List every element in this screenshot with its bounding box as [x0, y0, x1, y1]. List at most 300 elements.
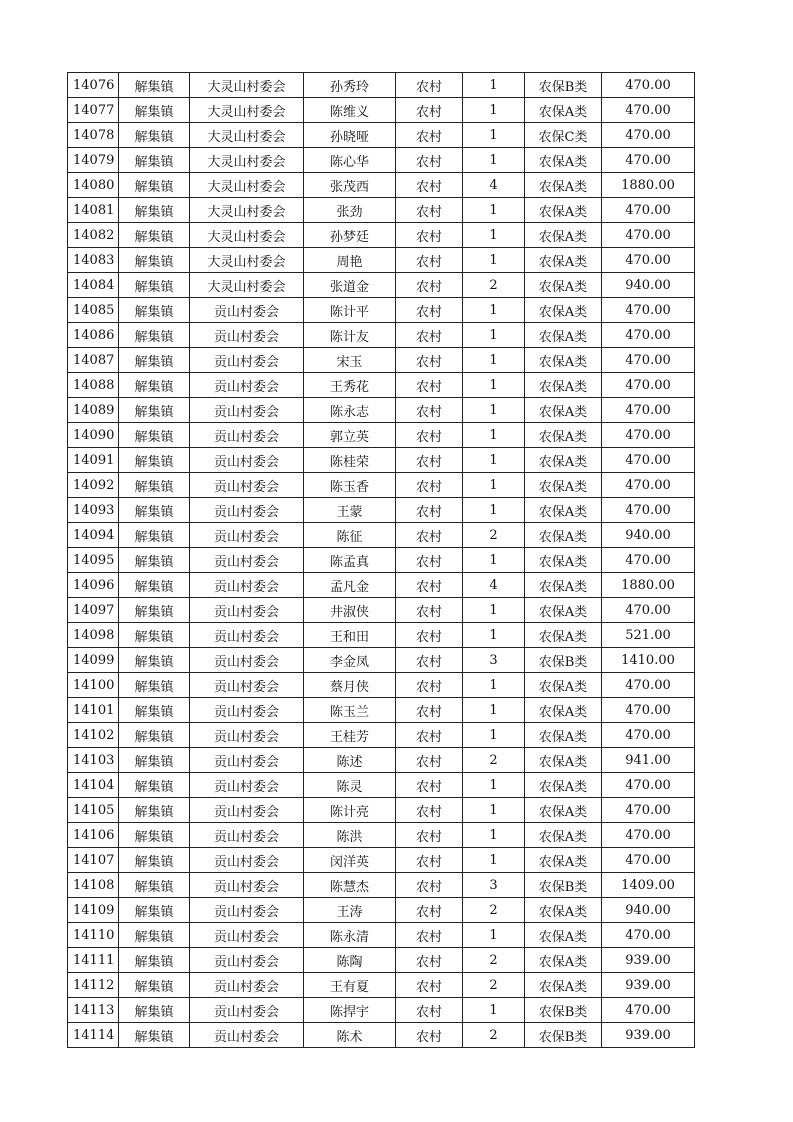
insurance-category-cell: 农保A类	[525, 573, 602, 598]
table-row	[68, 1023, 695, 1048]
town-cell: 解集镇	[119, 148, 190, 173]
village-committee-cell: 贡山村委会	[190, 598, 304, 623]
household-count-cell: 1	[463, 723, 525, 748]
row-id-cell: 14101	[68, 698, 119, 723]
household-type-cell: 农村	[396, 923, 463, 948]
town-cell: 解集镇	[119, 973, 190, 998]
household-type-cell: 农村	[396, 648, 463, 673]
row-id-cell: 14076	[68, 73, 119, 98]
household-type-cell: 农村	[396, 298, 463, 323]
amount-cell: 470.00	[602, 823, 695, 848]
row-id-cell: 14089	[68, 398, 119, 423]
insurance-category-cell: 农保B类	[525, 998, 602, 1023]
insurance-category-cell: 农保A类	[525, 298, 602, 323]
row-id-cell: 14112	[68, 973, 119, 998]
village-committee-cell: 贡山村委会	[190, 973, 304, 998]
household-type-cell: 农村	[396, 873, 463, 898]
village-committee-cell: 贡山村委会	[190, 673, 304, 698]
insurance-category-cell: 农保A类	[525, 723, 602, 748]
amount-cell: 470.00	[602, 248, 695, 273]
amount-cell: 470.00	[602, 773, 695, 798]
amount-cell: 521.00	[602, 623, 695, 648]
household-count-cell: 1	[463, 373, 525, 398]
town-cell: 解集镇	[119, 798, 190, 823]
town-cell: 解集镇	[119, 748, 190, 773]
person-name-cell: 郭立英	[304, 423, 396, 448]
row-id-cell: 14077	[68, 98, 119, 123]
amount-cell: 470.00	[602, 698, 695, 723]
table-row	[68, 323, 695, 348]
town-cell: 解集镇	[119, 698, 190, 723]
household-count-cell: 1	[463, 398, 525, 423]
household-type-cell: 农村	[396, 348, 463, 373]
household-type-cell: 农村	[396, 223, 463, 248]
household-count-cell: 4	[463, 173, 525, 198]
row-id-cell: 14080	[68, 173, 119, 198]
table-row	[68, 548, 695, 573]
household-type-cell: 农村	[396, 398, 463, 423]
household-count-cell: 2	[463, 523, 525, 548]
insurance-category-cell: 农保A类	[525, 823, 602, 848]
village-committee-cell: 贡山村委会	[190, 798, 304, 823]
town-cell: 解集镇	[119, 448, 190, 473]
household-type-cell: 农村	[396, 448, 463, 473]
household-count-cell: 1	[463, 98, 525, 123]
village-committee-cell: 大灵山村委会	[190, 148, 304, 173]
household-count-cell: 1	[463, 298, 525, 323]
table-row	[68, 348, 695, 373]
insurance-category-cell: 农保A类	[525, 898, 602, 923]
amount-cell: 470.00	[602, 148, 695, 173]
insurance-category-cell: 农保A类	[525, 698, 602, 723]
town-cell: 解集镇	[119, 723, 190, 748]
insurance-category-cell: 农保B类	[525, 648, 602, 673]
amount-cell: 470.00	[602, 598, 695, 623]
person-name-cell: 孙晓哑	[304, 123, 396, 148]
amount-cell: 470.00	[602, 848, 695, 873]
person-name-cell: 孙梦廷	[304, 223, 396, 248]
insurance-category-cell: 农保A类	[525, 623, 602, 648]
insurance-category-cell: 农保A类	[525, 973, 602, 998]
household-count-cell: 1	[463, 148, 525, 173]
insurance-category-cell: 农保A类	[525, 198, 602, 223]
person-name-cell: 王桂芳	[304, 723, 396, 748]
insurance-category-cell: 农保A类	[525, 248, 602, 273]
person-name-cell: 陈计亮	[304, 798, 396, 823]
household-type-cell: 农村	[396, 673, 463, 698]
household-type-cell: 农村	[396, 73, 463, 98]
amount-cell: 1410.00	[602, 648, 695, 673]
person-name-cell: 陈术	[304, 1023, 396, 1048]
village-committee-cell: 贡山村委会	[190, 998, 304, 1023]
insurance-category-cell: 农保A类	[525, 373, 602, 398]
insurance-category-cell: 农保A类	[525, 548, 602, 573]
village-committee-cell: 贡山村委会	[190, 823, 304, 848]
household-count-cell: 1	[463, 823, 525, 848]
household-count-cell: 1	[463, 123, 525, 148]
amount-cell: 470.00	[602, 398, 695, 423]
amount-cell: 470.00	[602, 473, 695, 498]
person-name-cell: 陈陶	[304, 948, 396, 973]
row-id-cell: 14113	[68, 998, 119, 1023]
amount-cell: 470.00	[602, 673, 695, 698]
insurance-category-cell: 农保A类	[525, 598, 602, 623]
row-id-cell: 14090	[68, 423, 119, 448]
village-committee-cell: 贡山村委会	[190, 723, 304, 748]
household-count-cell: 2	[463, 898, 525, 923]
table-body	[68, 73, 695, 1048]
village-committee-cell: 贡山村委会	[190, 348, 304, 373]
table-row	[68, 448, 695, 473]
row-id-cell: 14095	[68, 548, 119, 573]
insurance-category-cell: 农保A类	[525, 523, 602, 548]
village-committee-cell: 贡山村委会	[190, 848, 304, 873]
insurance-category-cell: 农保A类	[525, 223, 602, 248]
row-id-cell: 14114	[68, 1023, 119, 1048]
row-id-cell: 14088	[68, 373, 119, 398]
insurance-category-cell: 农保B类	[525, 73, 602, 98]
amount-cell: 939.00	[602, 948, 695, 973]
household-type-cell: 农村	[396, 748, 463, 773]
person-name-cell: 闵洋英	[304, 848, 396, 873]
person-name-cell: 孙秀玲	[304, 73, 396, 98]
insurance-category-cell: 农保A类	[525, 498, 602, 523]
amount-cell: 939.00	[602, 1023, 695, 1048]
household-type-cell: 农村	[396, 523, 463, 548]
household-count-cell: 1	[463, 348, 525, 373]
table-row	[68, 148, 695, 173]
household-count-cell: 2	[463, 1023, 525, 1048]
town-cell: 解集镇	[119, 848, 190, 873]
town-cell: 解集镇	[119, 298, 190, 323]
row-id-cell: 14102	[68, 723, 119, 748]
town-cell: 解集镇	[119, 73, 190, 98]
town-cell: 解集镇	[119, 773, 190, 798]
village-committee-cell: 贡山村委会	[190, 323, 304, 348]
household-type-cell: 农村	[396, 623, 463, 648]
table-row	[68, 498, 695, 523]
row-id-cell: 14091	[68, 448, 119, 473]
household-type-cell: 农村	[396, 373, 463, 398]
household-type-cell: 农村	[396, 723, 463, 748]
insurance-category-cell: 农保A类	[525, 148, 602, 173]
town-cell: 解集镇	[119, 323, 190, 348]
insurance-category-cell: 农保A类	[525, 798, 602, 823]
household-count-cell: 2	[463, 273, 525, 298]
person-name-cell: 陈孟真	[304, 548, 396, 573]
amount-cell: 470.00	[602, 923, 695, 948]
household-count-cell: 1	[463, 223, 525, 248]
town-cell: 解集镇	[119, 473, 190, 498]
table-row	[68, 473, 695, 498]
town-cell: 解集镇	[119, 573, 190, 598]
row-id-cell: 14107	[68, 848, 119, 873]
household-count-cell: 1	[463, 448, 525, 473]
table-row	[68, 848, 695, 873]
table-row	[68, 623, 695, 648]
person-name-cell: 王涛	[304, 898, 396, 923]
insurance-category-cell: 农保A类	[525, 473, 602, 498]
town-cell: 解集镇	[119, 248, 190, 273]
table-row	[68, 773, 695, 798]
insurance-category-cell: 农保A类	[525, 348, 602, 373]
village-committee-cell: 贡山村委会	[190, 373, 304, 398]
insurance-category-cell: 农保A类	[525, 423, 602, 448]
amount-cell: 470.00	[602, 548, 695, 573]
household-type-cell: 农村	[396, 123, 463, 148]
amount-cell: 1880.00	[602, 173, 695, 198]
insurance-category-cell: 农保A类	[525, 398, 602, 423]
town-cell: 解集镇	[119, 598, 190, 623]
household-count-cell: 3	[463, 873, 525, 898]
table-row	[68, 923, 695, 948]
person-name-cell: 周艳	[304, 248, 396, 273]
amount-cell: 1409.00	[602, 873, 695, 898]
household-type-cell: 农村	[396, 98, 463, 123]
household-count-cell: 1	[463, 323, 525, 348]
household-type-cell: 农村	[396, 848, 463, 873]
table-row	[68, 873, 695, 898]
row-id-cell: 14086	[68, 323, 119, 348]
amount-cell: 470.00	[602, 448, 695, 473]
row-id-cell: 14083	[68, 248, 119, 273]
town-cell: 解集镇	[119, 548, 190, 573]
row-id-cell: 14094	[68, 523, 119, 548]
person-name-cell: 陈计平	[304, 298, 396, 323]
town-cell: 解集镇	[119, 423, 190, 448]
person-name-cell: 陈灵	[304, 773, 396, 798]
village-committee-cell: 贡山村委会	[190, 898, 304, 923]
person-name-cell: 王秀花	[304, 373, 396, 398]
household-count-cell: 2	[463, 748, 525, 773]
person-name-cell: 陈计友	[304, 323, 396, 348]
person-name-cell: 陈永清	[304, 923, 396, 948]
town-cell: 解集镇	[119, 673, 190, 698]
row-id-cell: 14093	[68, 498, 119, 523]
table-row	[68, 223, 695, 248]
village-committee-cell: 贡山村委会	[190, 398, 304, 423]
row-id-cell: 14092	[68, 473, 119, 498]
row-id-cell: 14079	[68, 148, 119, 173]
amount-cell: 470.00	[602, 223, 695, 248]
village-committee-cell: 贡山村委会	[190, 523, 304, 548]
insurance-category-cell: 农保B类	[525, 1023, 602, 1048]
town-cell: 解集镇	[119, 873, 190, 898]
household-count-cell: 1	[463, 673, 525, 698]
row-id-cell: 14081	[68, 198, 119, 223]
amount-cell: 470.00	[602, 298, 695, 323]
village-committee-cell: 贡山村委会	[190, 948, 304, 973]
table-row	[68, 798, 695, 823]
household-type-cell: 农村	[396, 598, 463, 623]
amount-cell: 470.00	[602, 423, 695, 448]
table-row	[68, 598, 695, 623]
town-cell: 解集镇	[119, 273, 190, 298]
town-cell: 解集镇	[119, 1023, 190, 1048]
household-count-cell: 1	[463, 598, 525, 623]
village-committee-cell: 贡山村委会	[190, 573, 304, 598]
row-id-cell: 14098	[68, 623, 119, 648]
row-id-cell: 14110	[68, 923, 119, 948]
table-row	[68, 298, 695, 323]
village-committee-cell: 大灵山村委会	[190, 223, 304, 248]
village-committee-cell: 贡山村委会	[190, 498, 304, 523]
table-row	[68, 973, 695, 998]
insurance-category-cell: 农保A类	[525, 673, 602, 698]
household-count-cell: 1	[463, 698, 525, 723]
town-cell: 解集镇	[119, 123, 190, 148]
table-row	[68, 648, 695, 673]
town-cell: 解集镇	[119, 948, 190, 973]
household-count-cell: 1	[463, 548, 525, 573]
row-id-cell: 14084	[68, 273, 119, 298]
amount-cell: 470.00	[602, 798, 695, 823]
table-row	[68, 98, 695, 123]
amount-cell: 939.00	[602, 973, 695, 998]
amount-cell: 470.00	[602, 323, 695, 348]
subsidy-table	[67, 72, 695, 1048]
amount-cell: 1880.00	[602, 573, 695, 598]
town-cell: 解集镇	[119, 498, 190, 523]
person-name-cell: 张劲	[304, 198, 396, 223]
household-type-cell: 农村	[396, 323, 463, 348]
household-type-cell: 农村	[396, 173, 463, 198]
table-row	[68, 173, 695, 198]
person-name-cell: 宋玉	[304, 348, 396, 373]
insurance-category-cell: 农保A类	[525, 448, 602, 473]
village-committee-cell: 贡山村委会	[190, 448, 304, 473]
household-type-cell: 农村	[396, 823, 463, 848]
table-row	[68, 723, 695, 748]
village-committee-cell: 大灵山村委会	[190, 273, 304, 298]
insurance-category-cell: 农保A类	[525, 98, 602, 123]
village-committee-cell: 贡山村委会	[190, 1023, 304, 1048]
person-name-cell: 陈桂荣	[304, 448, 396, 473]
table-row	[68, 123, 695, 148]
row-id-cell: 14106	[68, 823, 119, 848]
town-cell: 解集镇	[119, 623, 190, 648]
amount-cell: 940.00	[602, 273, 695, 298]
person-name-cell: 王有夏	[304, 973, 396, 998]
household-count-cell: 1	[463, 848, 525, 873]
person-name-cell: 蔡月侠	[304, 673, 396, 698]
town-cell: 解集镇	[119, 98, 190, 123]
amount-cell: 940.00	[602, 898, 695, 923]
row-id-cell: 14105	[68, 798, 119, 823]
household-type-cell: 农村	[396, 198, 463, 223]
amount-cell: 470.00	[602, 198, 695, 223]
table-row	[68, 673, 695, 698]
amount-cell: 470.00	[602, 123, 695, 148]
household-type-cell: 农村	[396, 273, 463, 298]
person-name-cell: 陈心华	[304, 148, 396, 173]
town-cell: 解集镇	[119, 348, 190, 373]
person-name-cell: 陈慧杰	[304, 873, 396, 898]
table-row	[68, 73, 695, 98]
row-id-cell: 14097	[68, 598, 119, 623]
table-row	[68, 998, 695, 1023]
household-count-cell: 1	[463, 773, 525, 798]
amount-cell: 470.00	[602, 73, 695, 98]
household-type-cell: 农村	[396, 998, 463, 1023]
household-type-cell: 农村	[396, 898, 463, 923]
household-type-cell: 农村	[396, 423, 463, 448]
amount-cell: 470.00	[602, 373, 695, 398]
row-id-cell: 14109	[68, 898, 119, 923]
row-id-cell: 14096	[68, 573, 119, 598]
village-committee-cell: 大灵山村委会	[190, 98, 304, 123]
village-committee-cell: 大灵山村委会	[190, 248, 304, 273]
village-committee-cell: 贡山村委会	[190, 698, 304, 723]
village-committee-cell: 贡山村委会	[190, 923, 304, 948]
village-committee-cell: 贡山村委会	[190, 773, 304, 798]
household-type-cell: 农村	[396, 698, 463, 723]
insurance-category-cell: 农保A类	[525, 323, 602, 348]
amount-cell: 941.00	[602, 748, 695, 773]
table-row	[68, 748, 695, 773]
household-type-cell: 农村	[396, 773, 463, 798]
amount-cell: 470.00	[602, 723, 695, 748]
row-id-cell: 14111	[68, 948, 119, 973]
town-cell: 解集镇	[119, 523, 190, 548]
town-cell: 解集镇	[119, 398, 190, 423]
household-type-cell: 农村	[396, 473, 463, 498]
household-type-cell: 农村	[396, 548, 463, 573]
person-name-cell: 孟凡金	[304, 573, 396, 598]
amount-cell: 470.00	[602, 348, 695, 373]
person-name-cell: 陈述	[304, 748, 396, 773]
household-type-cell: 农村	[396, 148, 463, 173]
household-type-cell: 农村	[396, 973, 463, 998]
row-id-cell: 14103	[68, 748, 119, 773]
village-committee-cell: 贡山村委会	[190, 548, 304, 573]
household-count-cell: 1	[463, 623, 525, 648]
household-count-cell: 4	[463, 573, 525, 598]
household-type-cell: 农村	[396, 248, 463, 273]
table-row	[68, 823, 695, 848]
household-type-cell: 农村	[396, 573, 463, 598]
insurance-category-cell: 农保C类	[525, 123, 602, 148]
row-id-cell: 14099	[68, 648, 119, 673]
person-name-cell: 陈永志	[304, 398, 396, 423]
town-cell: 解集镇	[119, 198, 190, 223]
row-id-cell: 14104	[68, 773, 119, 798]
table-row	[68, 273, 695, 298]
town-cell: 解集镇	[119, 373, 190, 398]
row-id-cell: 14085	[68, 298, 119, 323]
table-row	[68, 398, 695, 423]
insurance-category-cell: 农保A类	[525, 748, 602, 773]
amount-cell: 940.00	[602, 523, 695, 548]
insurance-category-cell: 农保A类	[525, 848, 602, 873]
amount-cell: 470.00	[602, 498, 695, 523]
village-committee-cell: 贡山村委会	[190, 298, 304, 323]
table-row	[68, 573, 695, 598]
village-committee-cell: 贡山村委会	[190, 623, 304, 648]
row-id-cell: 14087	[68, 348, 119, 373]
table-row	[68, 198, 695, 223]
table-row	[68, 948, 695, 973]
village-committee-cell: 大灵山村委会	[190, 173, 304, 198]
town-cell: 解集镇	[119, 898, 190, 923]
table-row	[68, 898, 695, 923]
person-name-cell: 陈捍宇	[304, 998, 396, 1023]
person-name-cell: 陈维义	[304, 98, 396, 123]
village-committee-cell: 大灵山村委会	[190, 198, 304, 223]
insurance-category-cell: 农保A类	[525, 923, 602, 948]
person-name-cell: 陈征	[304, 523, 396, 548]
insurance-category-cell: 农保A类	[525, 773, 602, 798]
